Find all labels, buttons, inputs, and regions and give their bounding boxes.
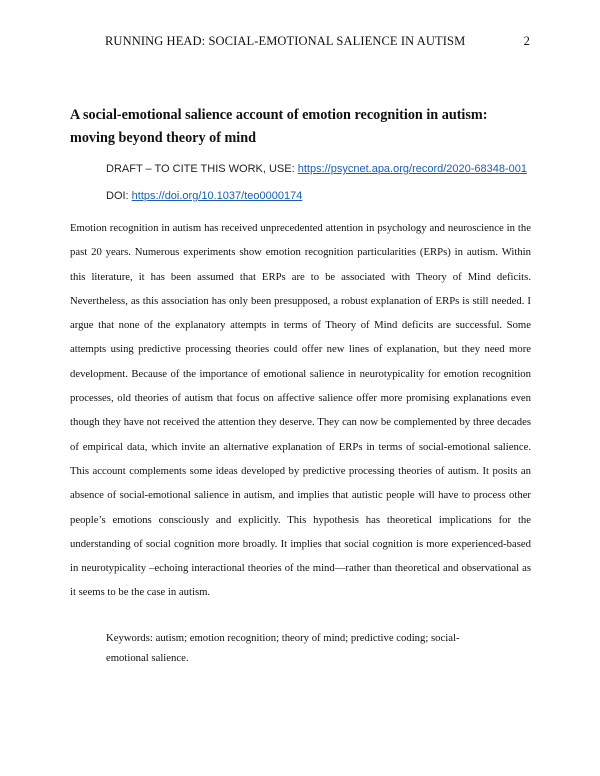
- page-number: 2: [523, 34, 530, 48]
- keywords: Keywords: autism; emotion recognition; theory of mind; predictive coding; social-emotional salience.: [106, 632, 460, 664]
- draft-citation-note: [106, 163, 527, 175]
- doi-link[interactable]: https://doi.org/10.1037/teo0000174: [131, 190, 303, 202]
- doi-prefix: DOI:: [106, 190, 132, 202]
- psycnet-link[interactable]: https://psycnet.apa.org/record/2020-68348-001: [297, 163, 528, 175]
- paper-title: A social-emotional salience account of emotion recognition in autism: moving beyond theory of mind: [70, 107, 488, 146]
- draft-note-prefix: DRAFT – TO CITE THIS WORK, USE:: [106, 163, 298, 175]
- running-head: RUNNING HEAD: SOCIAL-EMOTIONAL SALIENCE IN AUTISM: [105, 34, 466, 48]
- doi-note: [106, 190, 302, 202]
- abstract-text: Emotion recognition in autism has received unprecedented attention in psychology and neuroscience in the past 20 years. Numerous experiments show emotion recognition particularities (ERPs) in autism. Within this literature, it has been assumed that ERPs are to be associated with Theory of Mind deficits. Nevertheless, as this association has only been presupposed, a robust explanation of ERPs is still needed. I argue that none of the explanatory attempts in terms of Theory of Mind deficits are successful. Some attempts using predictive processing theories could offer new lines of explanation, but they need more development. Because of the importance of emotional salience in neurotypicality for emotion recognition processes, old theories of autism that focus on affective salience offer more promising explanations even though they have not received the attention they deserve. They can now be complemented by three decades of empirical data, which invite an alternative explanation of ERPs in terms of social-emotional salience. This account complements some ideas developed by predictive processing theories of autism. It posits an absence of social-emotional salience in autism, and implies that autistic people will have to process other people’s emotions consciously and explicitly. This hypothesis has theoretical implications for the understanding of social cognition more broadly. It implies that social cognition is more experienced-based in neurotypicality –echoing interactional theories of the mind—rather than theoretical and observational as it seems to be the case in autism.: [70, 222, 531, 599]
